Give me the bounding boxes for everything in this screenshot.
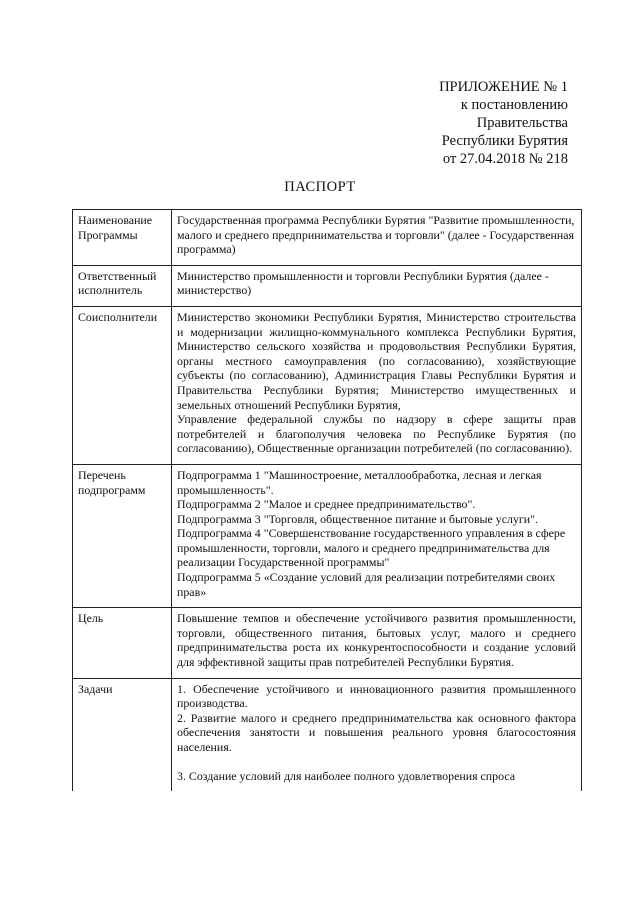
row-value [172, 306, 582, 464]
row-label: Ответственный исполнитель [73, 265, 172, 306]
subprogram-item: Подпрограмма 2 "Малое и среднее предпринимательство". [177, 497, 476, 512]
resolution-date: от 27.04.2018 № 218 [442, 151, 568, 167]
table-row [73, 265, 582, 306]
row-label: Задачи [73, 678, 172, 791]
row-value: Министерство промышленности и торговли Республики Бурятия (далее - министерство) [172, 265, 582, 306]
row-label: Перечень подпрограмм [73, 464, 172, 607]
appendix-number: ПРИЛОЖЕНИЕ № 1 [439, 79, 568, 95]
row-value: Государственная программа Республики Бурятия "Развитие промышленности, малого и среднего предпринимательства и торговли" (далее - Государственная программа) [172, 210, 582, 266]
task-item: 1. Обеспечение устойчивого и инновационного развития промышленного производства. [177, 681, 576, 711]
co-executors-paragraph: Министерство экономики Республики Бурятия, Министерство строительства и модернизации жилищно-коммунального комплекса Республики Бурятия, Министерство сельского хозяйства и продовольствия Республики Бурятия, органы местного самоуправления (по согласованию), хозяйствующие субъекты (по согласованию), Администрация Главы Республики Бурятия и Правительства Республики Бурятия; Министерство имущественных и земельных отношений Республики Бурятия, [177, 309, 576, 412]
subprogram-item: Подпрограмма 1 "Машиностроение, металлообработка, лесная и легкая промышленность". [177, 467, 542, 497]
row-label: Соисполнители [73, 306, 172, 464]
table-row [73, 464, 582, 607]
region-line: Республики Бурятия [441, 133, 568, 149]
task-item: 3. Создание условий для наиболее полного удовлетворения спроса [177, 768, 516, 783]
subprogram-item: Подпрограмма 5 «Создание условий для реализации потребителями своих прав» [177, 570, 556, 599]
subprogram-item: Подпрограмма 4 "Совершенствование государственного управления в сфере промышленности, торговли, малого и среднего предпринимательства для реализации Государственной программы" [177, 526, 566, 570]
row-value [172, 464, 582, 607]
table-row [73, 608, 582, 678]
table-row [73, 306, 582, 464]
page-title: ПАСПОРТ [284, 179, 356, 195]
table-row [73, 210, 582, 266]
row-label: Цель [73, 608, 172, 678]
task-item: 2. Развитие малого и среднего предпринимательства как основного фактора обеспечения занятости и повышения реального уровня благосостояния населения. [177, 710, 576, 754]
row-value: Повышение темпов и обеспечение устойчивого развития промышленности, торговли, общественного питания, бытовых услуг, малого и среднего предпринимательства роста их конкурентоспособности и создание условий для эффективной защиты прав потребителей Республики Бурятия. [172, 608, 582, 678]
table-row [73, 678, 582, 791]
co-executors-paragraph: Управление федеральной службы по надзору в сфере защиты прав потребителей и благополучия человека по Республике Бурятия (по согласованию), Общественные организации потребителей (по согласованию). [177, 412, 576, 456]
row-value [172, 678, 582, 791]
resolution-reference: к постановлению [460, 97, 568, 113]
passport-table [72, 209, 582, 791]
document-header [439, 78, 568, 168]
issuer-line: Правительства [476, 115, 568, 131]
row-label: Наименование Программы [73, 210, 172, 266]
subprogram-item: Подпрограмма 3 "Торговля, общественное питание и бытовые услуги". [177, 511, 538, 526]
